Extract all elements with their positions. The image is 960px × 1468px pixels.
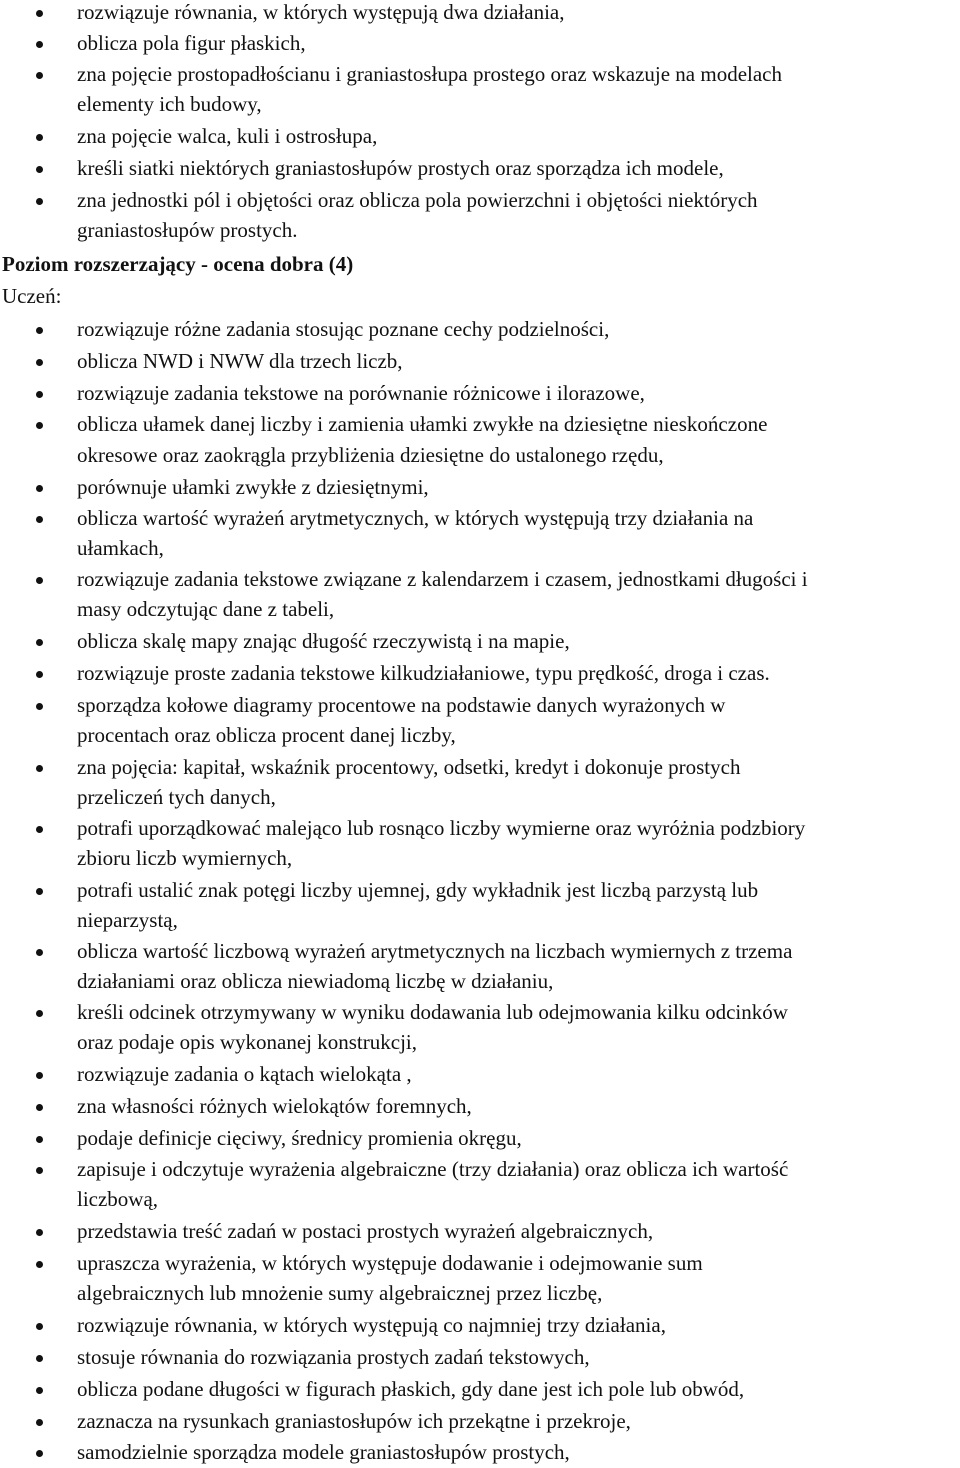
list-item: kreśli siatki niektórych graniastosłupów prostych oraz sporządza ich modele, (77, 156, 724, 180)
bullet-icon (36, 1261, 43, 1268)
bullet-icon (36, 1072, 43, 1079)
list-item-continuation: okresowe oraz zaokrągla przybliżenia dziesiętne do ustalonego rzędu, (77, 443, 664, 467)
bullet-icon (36, 1229, 43, 1236)
bullet-icon (36, 72, 43, 79)
list-item: zapisuje i odczytuje wyrażenia algebraiczne (trzy działania) oraz oblicza ich wartość (77, 1157, 789, 1181)
bullet-icon (36, 359, 43, 366)
list-item: rozwiązuje równania, w których występują co najmniej trzy działania, (77, 1313, 666, 1337)
list-item: kreśli odcinek otrzymywany w wyniku dodawania lub odejmowania kilku odcinków (77, 1000, 788, 1024)
list-item: oblicza skalę mapy znając długość rzeczywistą i na mapie, (77, 629, 570, 653)
list-item: zna pojęcie prostopadłościanu i graniastosłupa prostego oraz wskazuje na modelach (77, 62, 783, 86)
list-item: potrafi ustalić znak potęgi liczby ujemnej, gdy wykładnik jest liczbą parzystą lub (77, 878, 759, 902)
list-item: stosuje równania do rozwiązania prostych zadań tekstowych, (77, 1345, 590, 1369)
list-item-continuation: liczbową, (77, 1187, 159, 1211)
list-item-continuation: nieparzystą, (77, 908, 178, 932)
list-item: porównuje ułamki zwykłe z dziesiętnymi, (77, 475, 429, 499)
bullet-icon (36, 198, 43, 205)
list-item: oblicza ułamek danej liczby i zamienia ułamki zwykłe na dziesiętne nieskończone (77, 412, 768, 436)
bullet-icon (36, 1355, 43, 1362)
list-item: potrafi uporządkować malejąco lub rosnąco liczby wymierne oraz wyróżnia podzbiory (77, 816, 806, 840)
bullet-icon (36, 1104, 43, 1111)
bullet-icon (36, 888, 43, 895)
list-item: samodzielnie sporządza modele graniastosłupów prostych, (77, 1440, 570, 1464)
list-item: rozwiązuje równania, w których występują dwa działania, (77, 0, 565, 24)
list-item: rozwiązuje zadania tekstowe związane z kalendarzem i czasem, jednostkami długości i (77, 567, 808, 591)
bullet-icon (36, 703, 43, 710)
list-item: rozwiązuje zadania tekstowe na porównanie różnicowe i ilorazowe, (77, 381, 645, 405)
bullet-icon (36, 639, 43, 646)
list-item-continuation: masy odczytując dane z tabeli, (77, 597, 335, 621)
bullet-icon (36, 41, 43, 48)
bullet-icon (36, 577, 43, 584)
list-item-continuation: przeliczeń tych danych, (77, 785, 276, 809)
list-item-continuation: elementy ich budowy, (77, 92, 262, 116)
list-item: oblicza pola figur płaskich, (77, 31, 306, 55)
bullet-icon (36, 422, 43, 429)
bullet-icon (36, 485, 43, 492)
bullet-icon (36, 391, 43, 398)
list-item: oblicza wartość wyrażeń arytmetycznych, w których występują trzy działania na (77, 506, 754, 530)
bullet-icon (36, 671, 43, 678)
list-item: sporządza kołowe diagramy procentowe na podstawie danych wyrażonych w (77, 693, 726, 717)
bullet-icon (36, 1450, 43, 1457)
bullet-icon (36, 826, 43, 833)
bullet-icon (36, 1419, 43, 1426)
list-item-continuation: graniastosłupów prostych. (77, 218, 298, 242)
bullet-icon (36, 516, 43, 523)
list-item: oblicza wartość liczbową wyrażeń arytmetycznych na liczbach wymiernych z trzema (77, 939, 793, 963)
list-item: podaje definicje cięciwy, średnicy promienia okręgu, (77, 1126, 522, 1150)
bullet-icon (36, 327, 43, 334)
list-item-continuation: procentach oraz oblicza procent danej liczby, (77, 723, 456, 747)
list-item: zna pojęcie walca, kuli i ostrosłupa, (77, 124, 378, 148)
bullet-icon (36, 1387, 43, 1394)
list-item: rozwiązuje różne zadania stosując poznane cechy podzielności, (77, 317, 610, 341)
bullet-icon (36, 765, 43, 772)
list-item: zna własności różnych wielokątów foremnych, (77, 1094, 472, 1118)
bullet-icon (36, 1010, 43, 1017)
list-item: przedstawia treść zadań w postaci prostych wyrażeń algebraicznych, (77, 1219, 654, 1243)
bullet-icon (36, 949, 43, 956)
section-label: Uczeń: (2, 284, 62, 308)
list-item: rozwiązuje proste zadania tekstowe kilkudziałaniowe, typu prędkość, droga i czas. (77, 661, 770, 685)
bullet-icon (36, 1323, 43, 1330)
list-item: zaznacza na rysunkach graniastosłupów ich przekątne i przekroje, (77, 1409, 631, 1433)
bullet-icon (36, 10, 43, 17)
list-item-continuation: ułamkach, (77, 536, 164, 560)
list-item: zna pojęcia: kapitał, wskaźnik procentowy, odsetki, kredyt i dokonuje prostych (77, 755, 741, 779)
list-item: oblicza podane długości w figurach płaskich, gdy dane jest ich pole lub obwód, (77, 1377, 745, 1401)
list-item: rozwiązuje zadania o kątach wielokąta , (77, 1062, 412, 1086)
bullet-icon (36, 134, 43, 141)
list-item-continuation: zbioru liczb wymiernych, (77, 846, 293, 870)
bullet-icon (36, 1136, 43, 1143)
list-item: upraszcza wyrażenia, w których występuje dodawanie i odejmowanie sum (77, 1251, 703, 1275)
section-heading: Poziom rozszerzający - ocena dobra (4) (2, 252, 354, 276)
list-item-continuation: oraz podaje opis wykonanej konstrukcji, (77, 1030, 417, 1054)
list-item: zna jednostki pól i objętości oraz oblicza pola powierzchni i objętości niektórych (77, 188, 758, 212)
bullet-icon (36, 1167, 43, 1174)
bullet-icon (36, 166, 43, 173)
list-item-continuation: działaniami oraz oblicza niewiadomą liczbę w działaniu, (77, 969, 554, 993)
list-item: oblicza NWD i NWW dla trzech liczb, (77, 349, 403, 373)
list-item-continuation: algebraicznych lub mnożenie sumy algebraicznej przez liczbę, (77, 1281, 603, 1305)
